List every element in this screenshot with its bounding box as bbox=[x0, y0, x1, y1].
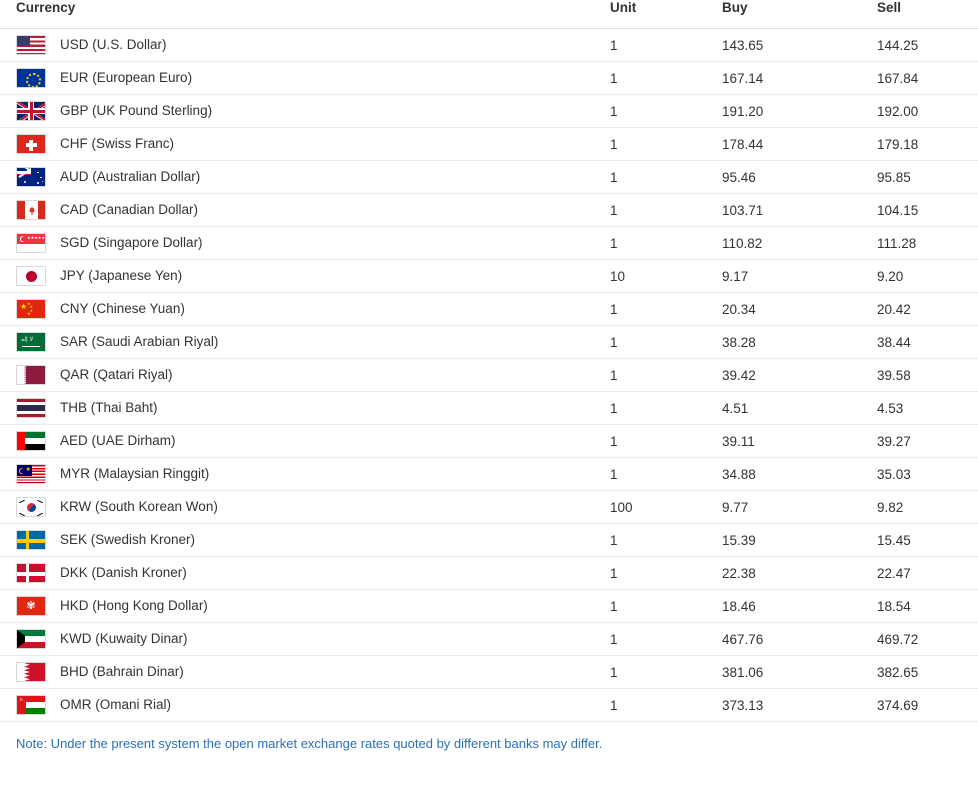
sell-rate-cell: 144.25 bbox=[875, 29, 978, 62]
sell-rate-cell: 39.27 bbox=[875, 425, 978, 458]
currency-label: CNY (Chinese Yuan) bbox=[60, 301, 185, 317]
currency-label: SGD (Singapore Dollar) bbox=[60, 235, 203, 251]
currency-cell bbox=[0, 293, 608, 326]
table-row bbox=[0, 161, 978, 194]
unit-cell: 1 bbox=[608, 689, 720, 722]
sek-flag-icon bbox=[16, 530, 46, 550]
unit-cell: 1 bbox=[608, 227, 720, 260]
buy-rate-cell: 39.42 bbox=[720, 359, 875, 392]
sell-rate-cell: 167.84 bbox=[875, 62, 978, 95]
buy-rate-cell: 143.65 bbox=[720, 29, 875, 62]
currency-cell bbox=[0, 557, 608, 590]
buy-rate-cell: 39.11 bbox=[720, 425, 875, 458]
table-row bbox=[0, 524, 978, 557]
buy-rate-cell: 191.20 bbox=[720, 95, 875, 128]
currency-label: JPY (Japanese Yen) bbox=[60, 268, 183, 284]
table-row bbox=[0, 29, 978, 62]
unit-cell: 1 bbox=[608, 524, 720, 557]
buy-rate-cell: 167.14 bbox=[720, 62, 875, 95]
table-row bbox=[0, 656, 978, 689]
krw-flag-icon bbox=[16, 497, 46, 517]
currency-cell bbox=[0, 128, 608, 161]
currency-cell bbox=[0, 29, 608, 62]
buy-rate-cell: 467.76 bbox=[720, 623, 875, 656]
dkk-flag-icon bbox=[16, 563, 46, 583]
aud-flag-icon bbox=[16, 167, 46, 187]
currency-label: KRW (South Korean Won) bbox=[60, 499, 218, 515]
aed-flag-icon bbox=[16, 431, 46, 451]
kwd-flag-icon bbox=[16, 629, 46, 649]
table-row bbox=[0, 128, 978, 161]
buy-rate-cell: 4.51 bbox=[720, 392, 875, 425]
unit-cell: 1 bbox=[608, 194, 720, 227]
buy-rate-cell: 103.71 bbox=[720, 194, 875, 227]
table-row bbox=[0, 392, 978, 425]
omr-flag-icon: ⚔ bbox=[16, 695, 46, 715]
cad-flag-icon bbox=[16, 200, 46, 220]
currency-label: DKK (Danish Kroner) bbox=[60, 565, 187, 581]
sell-rate-cell: 111.28 bbox=[875, 227, 978, 260]
currency-label: CHF (Swiss Franc) bbox=[60, 136, 174, 152]
unit-cell: 1 bbox=[608, 557, 720, 590]
table-row bbox=[0, 689, 978, 722]
buy-rate-cell: 9.77 bbox=[720, 491, 875, 524]
currency-label: SAR (Saudi Arabian Riyal) bbox=[60, 334, 219, 350]
currency-label: SEK (Swedish Kroner) bbox=[60, 532, 196, 548]
sell-rate-cell: 15.45 bbox=[875, 524, 978, 557]
buy-rate-cell: 9.17 bbox=[720, 260, 875, 293]
currency-cell bbox=[0, 227, 608, 260]
buy-rate-cell: 20.34 bbox=[720, 293, 875, 326]
currency-label: KWD (Kuwaity Dinar) bbox=[60, 631, 188, 647]
myr-flag-icon: ★ bbox=[16, 464, 46, 484]
sgd-flag-icon: ★★★★★ bbox=[16, 233, 46, 253]
buy-rate-cell: 178.44 bbox=[720, 128, 875, 161]
column-header-sell: Sell bbox=[875, 0, 978, 29]
currency-cell bbox=[0, 260, 608, 293]
table-row bbox=[0, 293, 978, 326]
chf-flag-icon bbox=[16, 134, 46, 154]
usd-flag-icon bbox=[16, 35, 46, 55]
unit-cell: 1 bbox=[608, 293, 720, 326]
sell-rate-cell: 20.42 bbox=[875, 293, 978, 326]
buy-rate-cell: 22.38 bbox=[720, 557, 875, 590]
sar-flag-icon: لا إله bbox=[16, 332, 46, 352]
table-row bbox=[0, 359, 978, 392]
unit-cell: 1 bbox=[608, 95, 720, 128]
currency-cell bbox=[0, 458, 608, 491]
buy-rate-cell: 110.82 bbox=[720, 227, 875, 260]
sell-rate-cell: 382.65 bbox=[875, 656, 978, 689]
unit-cell: 1 bbox=[608, 425, 720, 458]
table-row bbox=[0, 491, 978, 524]
table-row bbox=[0, 95, 978, 128]
currency-cell bbox=[0, 524, 608, 557]
currency-label: BHD (Bahrain Dinar) bbox=[60, 664, 184, 680]
buy-rate-cell: 38.28 bbox=[720, 326, 875, 359]
currency-cell bbox=[0, 590, 608, 623]
unit-cell: 10 bbox=[608, 260, 720, 293]
currency-label: AED (UAE Dirham) bbox=[60, 433, 176, 449]
currency-cell bbox=[0, 623, 608, 656]
sell-rate-cell: 95.85 bbox=[875, 161, 978, 194]
qar-flag-icon bbox=[16, 365, 46, 385]
currency-cell bbox=[0, 656, 608, 689]
table-row bbox=[0, 590, 978, 623]
column-header-unit: Unit bbox=[608, 0, 720, 29]
buy-rate-cell: 18.46 bbox=[720, 590, 875, 623]
unit-cell: 1 bbox=[608, 359, 720, 392]
sell-rate-cell: 374.69 bbox=[875, 689, 978, 722]
currency-label: MYR (Malaysian Ringgit) bbox=[60, 466, 210, 482]
sell-rate-cell: 9.20 bbox=[875, 260, 978, 293]
unit-cell: 1 bbox=[608, 29, 720, 62]
unit-cell: 100 bbox=[608, 491, 720, 524]
sell-rate-cell: 22.47 bbox=[875, 557, 978, 590]
table-row bbox=[0, 62, 978, 95]
currency-cell bbox=[0, 161, 608, 194]
currency-label: HKD (Hong Kong Dollar) bbox=[60, 598, 208, 614]
unit-cell: 1 bbox=[608, 656, 720, 689]
unit-cell: 1 bbox=[608, 128, 720, 161]
sell-rate-cell: 9.82 bbox=[875, 491, 978, 524]
unit-cell: 1 bbox=[608, 161, 720, 194]
sell-rate-cell: 39.58 bbox=[875, 359, 978, 392]
jpy-flag-icon bbox=[16, 266, 46, 286]
currency-cell bbox=[0, 95, 608, 128]
currency-label: QAR (Qatari Riyal) bbox=[60, 367, 173, 383]
hkd-flag-icon: ✾ bbox=[16, 596, 46, 616]
cny-flag-icon: ★ ★ ★ ★ ★ bbox=[16, 299, 46, 319]
unit-cell: 1 bbox=[608, 326, 720, 359]
sell-rate-cell: 179.18 bbox=[875, 128, 978, 161]
currency-cell bbox=[0, 194, 608, 227]
table-row bbox=[0, 557, 978, 590]
currency-label: AUD (Australian Dollar) bbox=[60, 169, 201, 185]
sell-rate-cell: 38.44 bbox=[875, 326, 978, 359]
currency-cell bbox=[0, 326, 608, 359]
currency-cell bbox=[0, 392, 608, 425]
unit-cell: 1 bbox=[608, 458, 720, 491]
buy-rate-cell: 15.39 bbox=[720, 524, 875, 557]
currency-cell bbox=[0, 689, 608, 722]
table-header-row bbox=[0, 0, 978, 29]
table-row bbox=[0, 326, 978, 359]
sell-rate-cell: 4.53 bbox=[875, 392, 978, 425]
currency-cell bbox=[0, 62, 608, 95]
buy-rate-cell: 34.88 bbox=[720, 458, 875, 491]
unit-cell: 1 bbox=[608, 392, 720, 425]
buy-rate-cell: 381.06 bbox=[720, 656, 875, 689]
sell-rate-cell: 192.00 bbox=[875, 95, 978, 128]
currency-cell bbox=[0, 425, 608, 458]
table-row bbox=[0, 623, 978, 656]
table-row bbox=[0, 260, 978, 293]
table-row bbox=[0, 194, 978, 227]
table-row bbox=[0, 425, 978, 458]
column-header-currency: Currency bbox=[0, 0, 608, 29]
thb-flag-icon bbox=[16, 398, 46, 418]
unit-cell: 1 bbox=[608, 623, 720, 656]
currency-label: CAD (Canadian Dollar) bbox=[60, 202, 199, 218]
currency-label: USD (U.S. Dollar) bbox=[60, 37, 167, 53]
column-header-buy: Buy bbox=[720, 0, 875, 29]
currency-cell bbox=[0, 359, 608, 392]
table-row bbox=[0, 227, 978, 260]
bhd-flag-icon bbox=[16, 662, 46, 682]
eur-flag-icon bbox=[16, 68, 46, 88]
unit-cell: 1 bbox=[608, 590, 720, 623]
buy-rate-cell: 95.46 bbox=[720, 161, 875, 194]
gbp-flag-icon bbox=[16, 101, 46, 121]
sell-rate-cell: 104.15 bbox=[875, 194, 978, 227]
table-row bbox=[0, 458, 978, 491]
currency-label: EUR (European Euro) bbox=[60, 70, 193, 86]
currency-label: OMR (Omani Rial) bbox=[60, 697, 172, 713]
sell-rate-cell: 469.72 bbox=[875, 623, 978, 656]
table-note: Note: Under the present system the open market exchange rates quoted by different banks may differ. bbox=[16, 736, 603, 751]
currency-label: THB (Thai Baht) bbox=[60, 400, 158, 416]
currency-label: GBP (UK Pound Sterling) bbox=[60, 103, 213, 119]
buy-rate-cell: 373.13 bbox=[720, 689, 875, 722]
sell-rate-cell: 35.03 bbox=[875, 458, 978, 491]
unit-cell: 1 bbox=[608, 62, 720, 95]
sell-rate-cell: 18.54 bbox=[875, 590, 978, 623]
currency-cell bbox=[0, 491, 608, 524]
